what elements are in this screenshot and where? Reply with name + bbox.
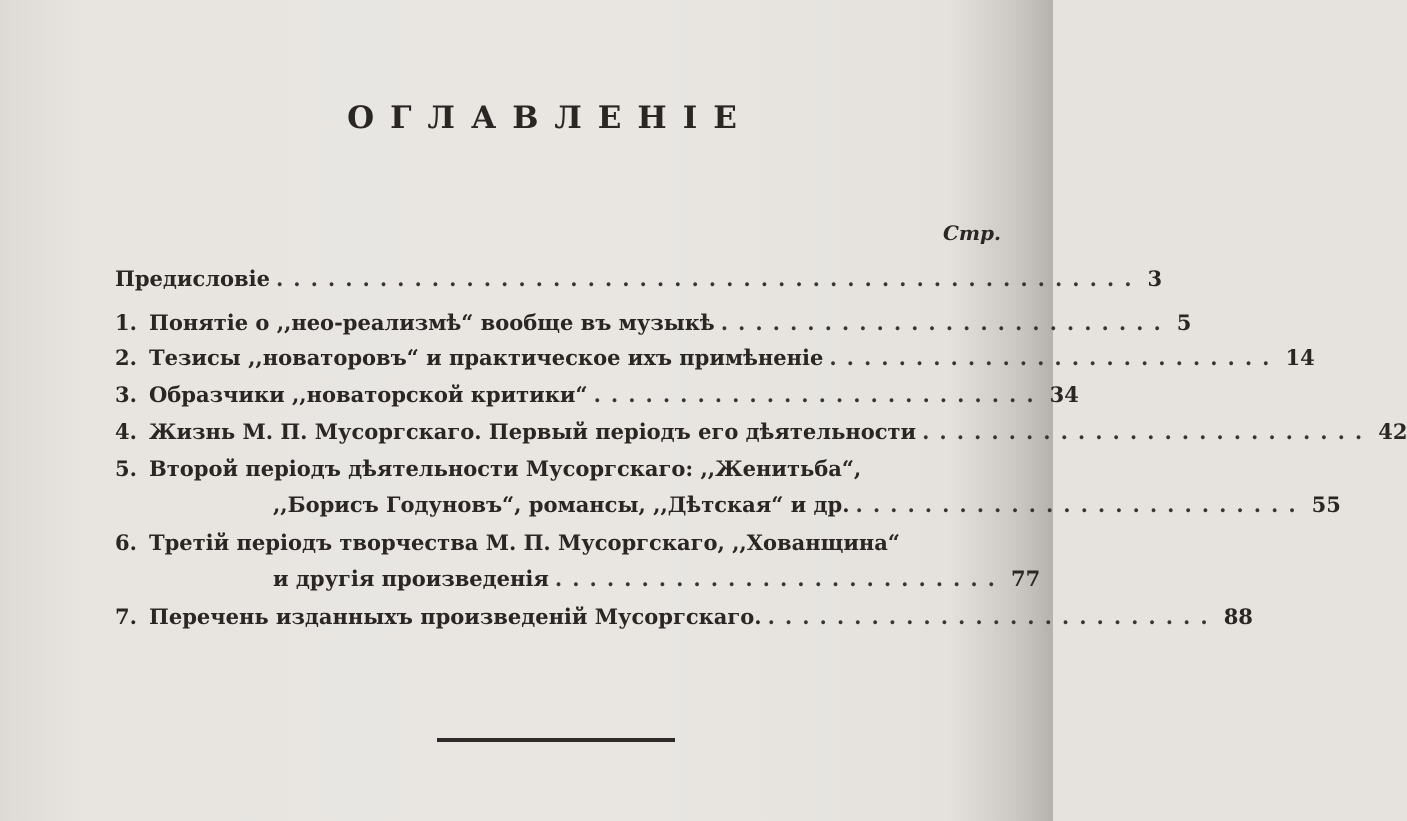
toc-entry-5	[115, 456, 1000, 486]
toc-entry-7	[115, 604, 1253, 634]
dot-leader: ..........................	[829, 345, 1280, 370]
toc-entry-number: 5.	[115, 456, 137, 481]
toc-entry-5-continuation	[115, 492, 1341, 522]
toc-entry-3	[115, 382, 1079, 412]
toc-entry-text: Понятіе о ,,нео-реализмѣ“ вообще въ музыкѣ	[149, 310, 715, 335]
toc-entry-number: 1.	[115, 310, 137, 335]
page-title: ОГЛАВЛЕНІЕ	[347, 100, 753, 136]
dot-leader: ..........................	[922, 419, 1373, 444]
toc-entry-number: 4.	[115, 419, 137, 444]
toc-entry-number: 6.	[115, 530, 137, 555]
dot-leader: ..........................	[767, 604, 1218, 629]
toc-entry-text: Образчики ,,новаторской критики“	[149, 382, 588, 407]
toc-entry-2	[115, 345, 1315, 375]
dot-leader: ..........................	[593, 382, 1044, 407]
toc-page-number: 5	[1176, 310, 1192, 335]
toc-page-number: 42	[1378, 419, 1407, 444]
dot-leader: ..........................	[720, 310, 1171, 335]
toc-entry-preface	[115, 266, 1163, 296]
toc-entry-text: Тезисы ,,новаторовъ“ и практическое ихъ примѣненіе	[149, 345, 824, 370]
toc-entry-text-continuation: и другія произведенія	[273, 566, 549, 591]
toc-entry-text: Третій періодъ творчества М. П. Мусоргскаго, ,,Хованщина“	[149, 530, 900, 555]
toc-entry-text: Предисловіе	[115, 266, 270, 291]
toc-entry-number: 3.	[115, 382, 137, 407]
dot-leader: ..................................................	[275, 266, 1142, 291]
toc-entry-6-continuation	[115, 566, 1041, 596]
toc-entry-4	[115, 419, 1407, 449]
toc-page-number: 88	[1223, 604, 1253, 629]
toc-page-number: 77	[1011, 566, 1041, 591]
toc-entry-text: Жизнь М. П. Мусоргскаго. Первый періодъ его дѣятельности	[149, 419, 917, 444]
toc-page-number: 55	[1311, 492, 1341, 517]
toc-page-number: 14	[1285, 345, 1315, 370]
dot-leader: ..........................	[855, 492, 1306, 517]
toc-page-number: 3	[1147, 266, 1163, 291]
toc-entry-text: Второй періодъ дѣятельности Мусоргскаго: ,,Женитьба“,	[149, 456, 862, 481]
page-column-label: Стр.	[942, 221, 1001, 245]
toc-entry-number: 2.	[115, 345, 137, 370]
toc-entry-text-continuation: ,,Борисъ Годуновъ“, романсы, ,,Дѣтская“ и др.	[273, 492, 850, 517]
toc-entry-number: 7.	[115, 604, 137, 629]
dot-leader: ..........................	[554, 566, 1005, 591]
toc-entry-1	[115, 310, 1192, 340]
toc-page-number: 34	[1049, 382, 1079, 407]
toc-entry-6	[115, 530, 1000, 560]
toc-entry-text: Перечень изданныхъ произведеній Мусоргскаго.	[149, 604, 762, 629]
closing-rule	[437, 738, 675, 742]
